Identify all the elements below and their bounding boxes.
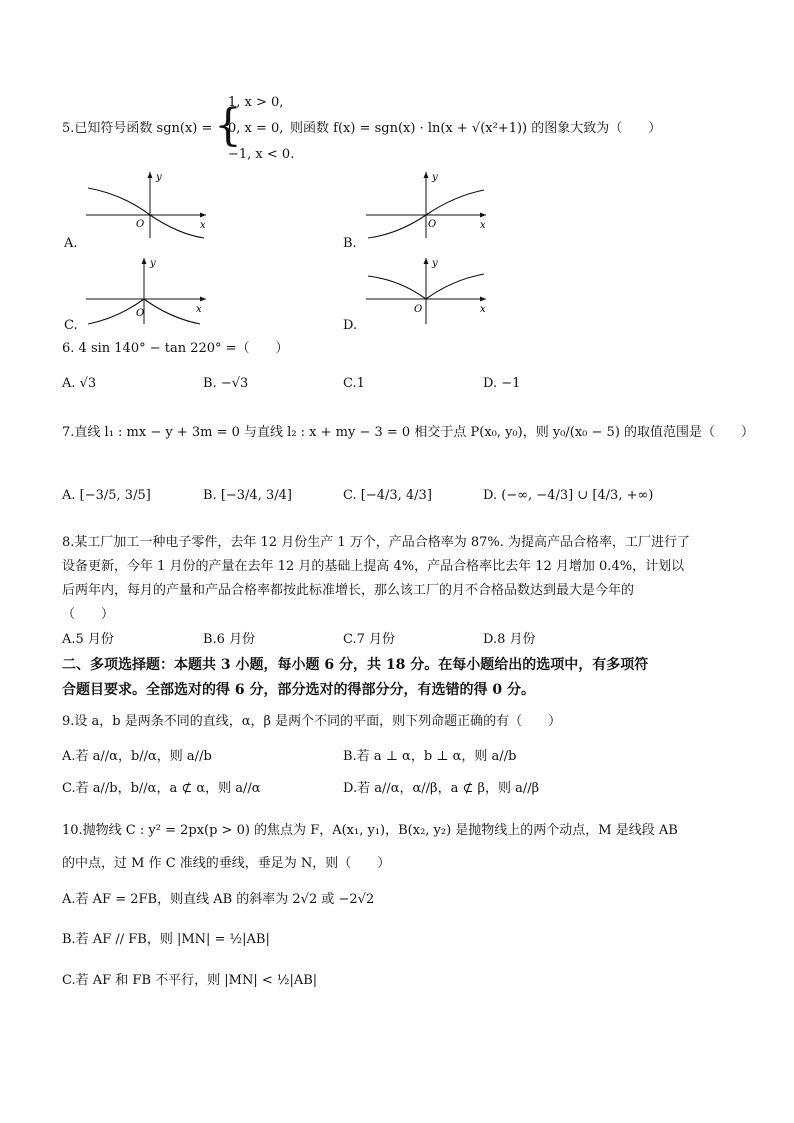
q6-stem: 6. 4 sin 140° − tan 220° =（ ） bbox=[62, 341, 289, 356]
q8-line-1: 8.某工厂加工一种电子零件，去年 12 月份生产 1 万个，产品合格率为 87%. 为提高产品合格率，工厂进行了 bbox=[62, 535, 691, 550]
q8-option-c: C.7 月份 bbox=[343, 632, 396, 647]
q5-graph-b-origin: O bbox=[428, 219, 437, 230]
q5-graph-a bbox=[82, 168, 212, 240]
q10-option-c: C.若 AF 和 FB 不平行，则 |MN| < ½|AB| bbox=[62, 973, 318, 988]
q7-option-b: B. [−3/4, 3/4] bbox=[203, 488, 292, 503]
q5-graph-b bbox=[362, 168, 492, 240]
q5-stem-after: 则函数 f(x) = sgn(x) · ln(x + √(x²+1)) 的图象大致为（ ） bbox=[290, 121, 662, 136]
q8-option-d: D.8 月份 bbox=[483, 632, 536, 647]
q5-option-b-label: B. bbox=[343, 236, 357, 251]
q5-option-d-label: D. bbox=[343, 318, 358, 333]
q5-graph-c-x-label: x bbox=[196, 304, 202, 315]
q5-stem-before: 5.已知符号函数 sgn(x) = bbox=[62, 121, 213, 136]
q5-graph-c-y-label: y bbox=[150, 258, 156, 269]
q5-piecewise-brace: { bbox=[214, 100, 242, 151]
q5-graph-d-origin: O bbox=[414, 304, 423, 315]
q8-option-a: A.5 月份 bbox=[62, 632, 114, 647]
q10-line-2: 的中点，过 M 作 C 准线的垂线，垂足为 N，则（ ） bbox=[62, 856, 391, 871]
q8-line-3: 后两年内，每月的产量和产品合格率都按此标准增长，那么该工厂的月不合格品数达到最大是今年的 bbox=[62, 583, 635, 598]
section-2-heading-line-1: 二、多项选择题：本题共 3 小题，每小题 6 分，共 18 分。在每小题给出的选项中，有多项符 bbox=[62, 657, 649, 673]
q5-graph-b-y-label: y bbox=[432, 172, 438, 183]
q5-graph-c bbox=[82, 254, 212, 326]
q7-stem: 7.直线 l₁ : mx − y + 3m = 0 与直线 l₂ : x + my − 3 = 0 相交于点 P(x₀, y₀)，则 y₀/(x₀ − 5) 的取值范围是（ ） bbox=[62, 425, 755, 440]
q5-graph-a-y-label: y bbox=[156, 172, 162, 183]
q8-option-b: B.6 月份 bbox=[203, 632, 256, 647]
q6-option-a: A. √3 bbox=[62, 376, 97, 391]
q9-option-d: D.若 a//α，α//β，a ⊄ β，则 a//β bbox=[343, 781, 540, 796]
q7-option-d: D. (−∞, −4/3] ∪ [4/3, +∞) bbox=[483, 488, 654, 503]
q5-graph-d-y-label: y bbox=[432, 258, 438, 269]
q9-stem: 9.设 a，b 是两条不同的直线，α，β 是两个不同的平面，则下列命题正确的有（ ） bbox=[62, 714, 562, 729]
q5-graph-c-origin: O bbox=[136, 308, 145, 319]
q9-option-c: C.若 a//b，b//α，a ⊄ α，则 a//α bbox=[62, 781, 261, 796]
q9-option-b: B.若 a ⊥ α，b ⊥ α，则 a//b bbox=[343, 749, 517, 764]
q7-option-c: C. [−4/3, 4/3] bbox=[343, 488, 432, 503]
q5-graph-a-origin: O bbox=[136, 219, 145, 230]
q10-option-b: B.若 AF // FB，则 |MN| = ½|AB| bbox=[62, 932, 270, 947]
q5-graph-d bbox=[362, 254, 492, 326]
section-2-heading-line-2: 合题目要求。全部选对的得 6 分，部分选对的得部分分，有选错的得 0 分。 bbox=[62, 682, 535, 698]
q8-line-4: （ ） bbox=[62, 607, 115, 622]
q6-option-c: C.1 bbox=[343, 376, 365, 391]
q5-case-2: 0, x = 0, bbox=[228, 121, 284, 136]
q5-option-a-label: A. bbox=[64, 236, 78, 251]
q6-option-d: D. −1 bbox=[483, 376, 521, 391]
q10-line-1: 10.抛物线 C : y² = 2px(p > 0) 的焦点为 F，A(x₁, y₁)，B(x₂, y₂) 是抛物线上的两个动点，M 是线段 AB bbox=[62, 823, 678, 838]
q5-graph-b-x-label: x bbox=[480, 220, 486, 231]
q6-option-b: B. −√3 bbox=[203, 376, 249, 391]
q5-case-3: −1, x < 0. bbox=[228, 147, 295, 162]
q5-case-1: 1, x > 0, bbox=[228, 95, 284, 110]
q5-graph-a-x-label: x bbox=[200, 220, 206, 231]
q10-option-a: A.若 AF = 2FB，则直线 AB 的斜率为 2√2 或 −2√2 bbox=[62, 892, 375, 907]
q8-line-2: 设备更新，今年 1 月份的产量在去年 12 月的基础上提高 4%，产品合格率比去年 12 月增加 0.4%，计划以 bbox=[62, 559, 685, 574]
q9-option-a: A.若 a//α，b//α，则 a//b bbox=[62, 749, 212, 764]
q5-graph-d-x-label: x bbox=[480, 304, 486, 315]
q7-option-a: A. [−3/5, 3/5] bbox=[62, 488, 151, 503]
q5-option-c-label: C. bbox=[64, 318, 78, 333]
